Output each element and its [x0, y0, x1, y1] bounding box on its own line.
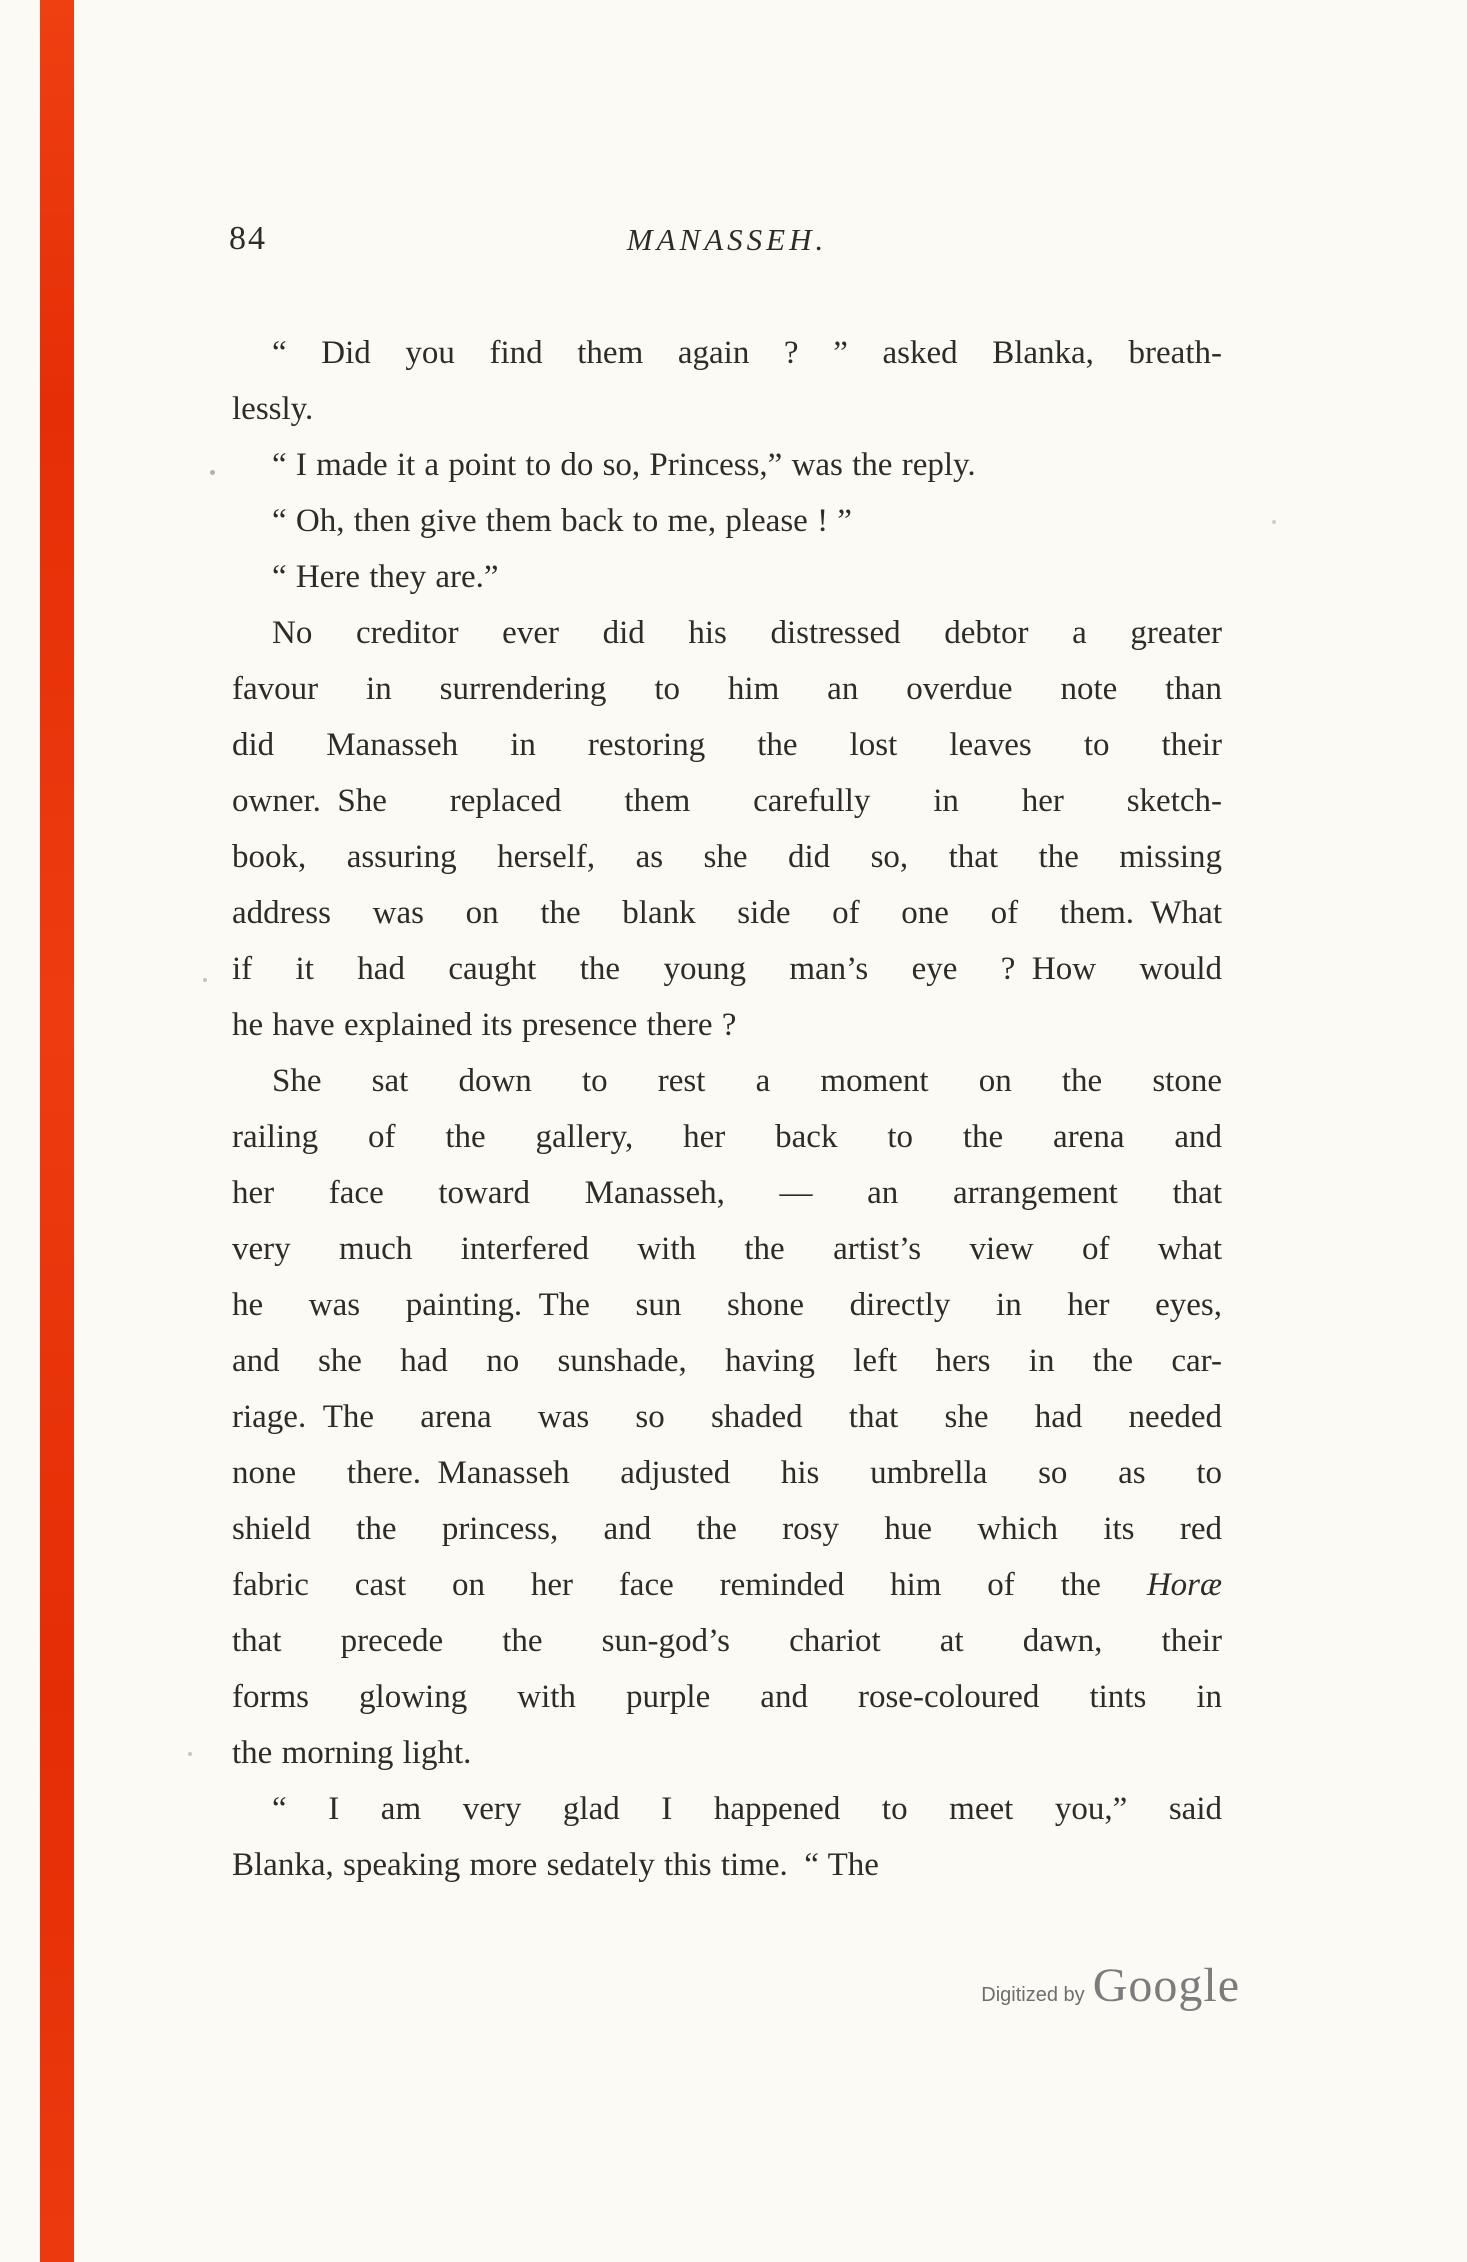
text-line	[232, 1725, 1222, 1781]
text-run: forms glowing with purple and rose-coloured tints in	[232, 1679, 1222, 1715]
scan-speckle	[210, 470, 215, 475]
text-line	[232, 1557, 1222, 1613]
text-line	[232, 381, 1222, 437]
paragraph	[232, 549, 1222, 605]
text-line	[232, 941, 1222, 997]
text-run: and she had no sunshade, having left hers in the car-	[232, 1343, 1222, 1379]
text-run: her face toward Manasseh, — an arrangement that	[232, 1175, 1222, 1211]
text-run: “ I made it a point to do so, Princess,” was the reply.	[272, 447, 976, 483]
text-line	[232, 1165, 1222, 1221]
text-run: “ Here they are.”	[272, 559, 499, 595]
text-run: he was painting. The sun shone directly in her eyes,	[232, 1287, 1222, 1323]
text-run: the morning light.	[232, 1735, 472, 1771]
paragraph	[232, 325, 1222, 437]
text-run: “ I am very glad I happened to meet you,” said	[272, 1791, 1222, 1827]
text-run: none there. Manasseh adjusted his umbrella so as to	[232, 1455, 1222, 1491]
text-line	[232, 1501, 1222, 1557]
google-logo: Google	[1092, 1959, 1240, 2012]
scan-speckle	[203, 978, 207, 982]
paragraph	[232, 1053, 1222, 1781]
text-line	[232, 1837, 1222, 1893]
text-line	[232, 437, 1222, 493]
text-line	[232, 1669, 1222, 1725]
text-run: fabric cast on her face reminded him of the	[232, 1567, 1147, 1603]
text-line	[232, 1445, 1222, 1501]
text-line	[232, 1221, 1222, 1277]
text-line	[232, 1277, 1222, 1333]
text-line	[232, 1781, 1222, 1837]
text-line	[232, 493, 1222, 549]
text-run: lessly.	[232, 391, 314, 427]
scan-speckle	[188, 1752, 192, 1756]
text-line	[232, 1053, 1222, 1109]
text-run: “ Oh, then give them back to me, please ! ”	[272, 503, 852, 539]
text-line	[232, 1333, 1222, 1389]
text-run: owner. She replaced them carefully in her sketch-	[232, 783, 1222, 819]
text-line	[232, 325, 1222, 381]
text-line	[232, 1389, 1222, 1445]
text-run: book, assuring herself, as she did so, that the missing	[232, 839, 1222, 875]
italic-text-run: Horæ	[1146, 1567, 1222, 1603]
running-header: MANASSEH.	[626, 222, 828, 257]
paragraph	[232, 1781, 1222, 1893]
text-line	[232, 997, 1222, 1053]
text-run: Blanka, speaking more sedately this time. “ The	[232, 1847, 879, 1883]
text-run: favour in surrendering to him an overdue note than	[232, 671, 1222, 707]
text-run: very much interfered with the artist’s view of what	[232, 1231, 1222, 1267]
text-block	[232, 325, 1222, 1893]
text-run: She sat down to rest a moment on the stone	[272, 1063, 1222, 1099]
text-run: he have explained its presence there ?	[232, 1007, 737, 1043]
text-run: shield the princess, and the rosy hue which its red	[232, 1511, 1222, 1547]
scan-speckle	[1272, 520, 1276, 524]
paragraph	[232, 437, 1222, 493]
text-run: if it had caught the young man’s eye ? How would	[232, 951, 1222, 987]
text-run: that precede the sun-god’s chariot at dawn, their	[232, 1623, 1222, 1659]
text-line	[232, 1109, 1222, 1165]
text-line	[232, 717, 1222, 773]
text-line	[232, 605, 1222, 661]
text-run: address was on the blank side of one of them. What	[232, 895, 1222, 931]
text-line	[232, 773, 1222, 829]
text-line	[232, 549, 1222, 605]
page-number: 84	[229, 220, 267, 257]
text-line	[232, 661, 1222, 717]
text-run: did Manasseh in restoring the lost leaves to their	[232, 727, 1222, 763]
book-edge-red-stripe	[40, 0, 74, 2262]
text-run: No creditor ever did his distressed debtor a greater	[272, 615, 1222, 651]
digitized-by-label: Digitized by	[981, 1984, 1085, 2006]
text-line	[232, 1613, 1222, 1669]
text-run: railing of the gallery, her back to the arena and	[232, 1119, 1222, 1155]
paragraph	[232, 493, 1222, 549]
text-run: “ Did you find them again ? ” asked Blanka, breath-	[272, 335, 1222, 371]
text-line	[232, 829, 1222, 885]
text-run: riage. The arena was so shaded that she had needed	[232, 1399, 1222, 1435]
paragraph	[232, 605, 1222, 1053]
footer-watermark	[0, 1958, 1240, 2013]
text-line	[232, 885, 1222, 941]
